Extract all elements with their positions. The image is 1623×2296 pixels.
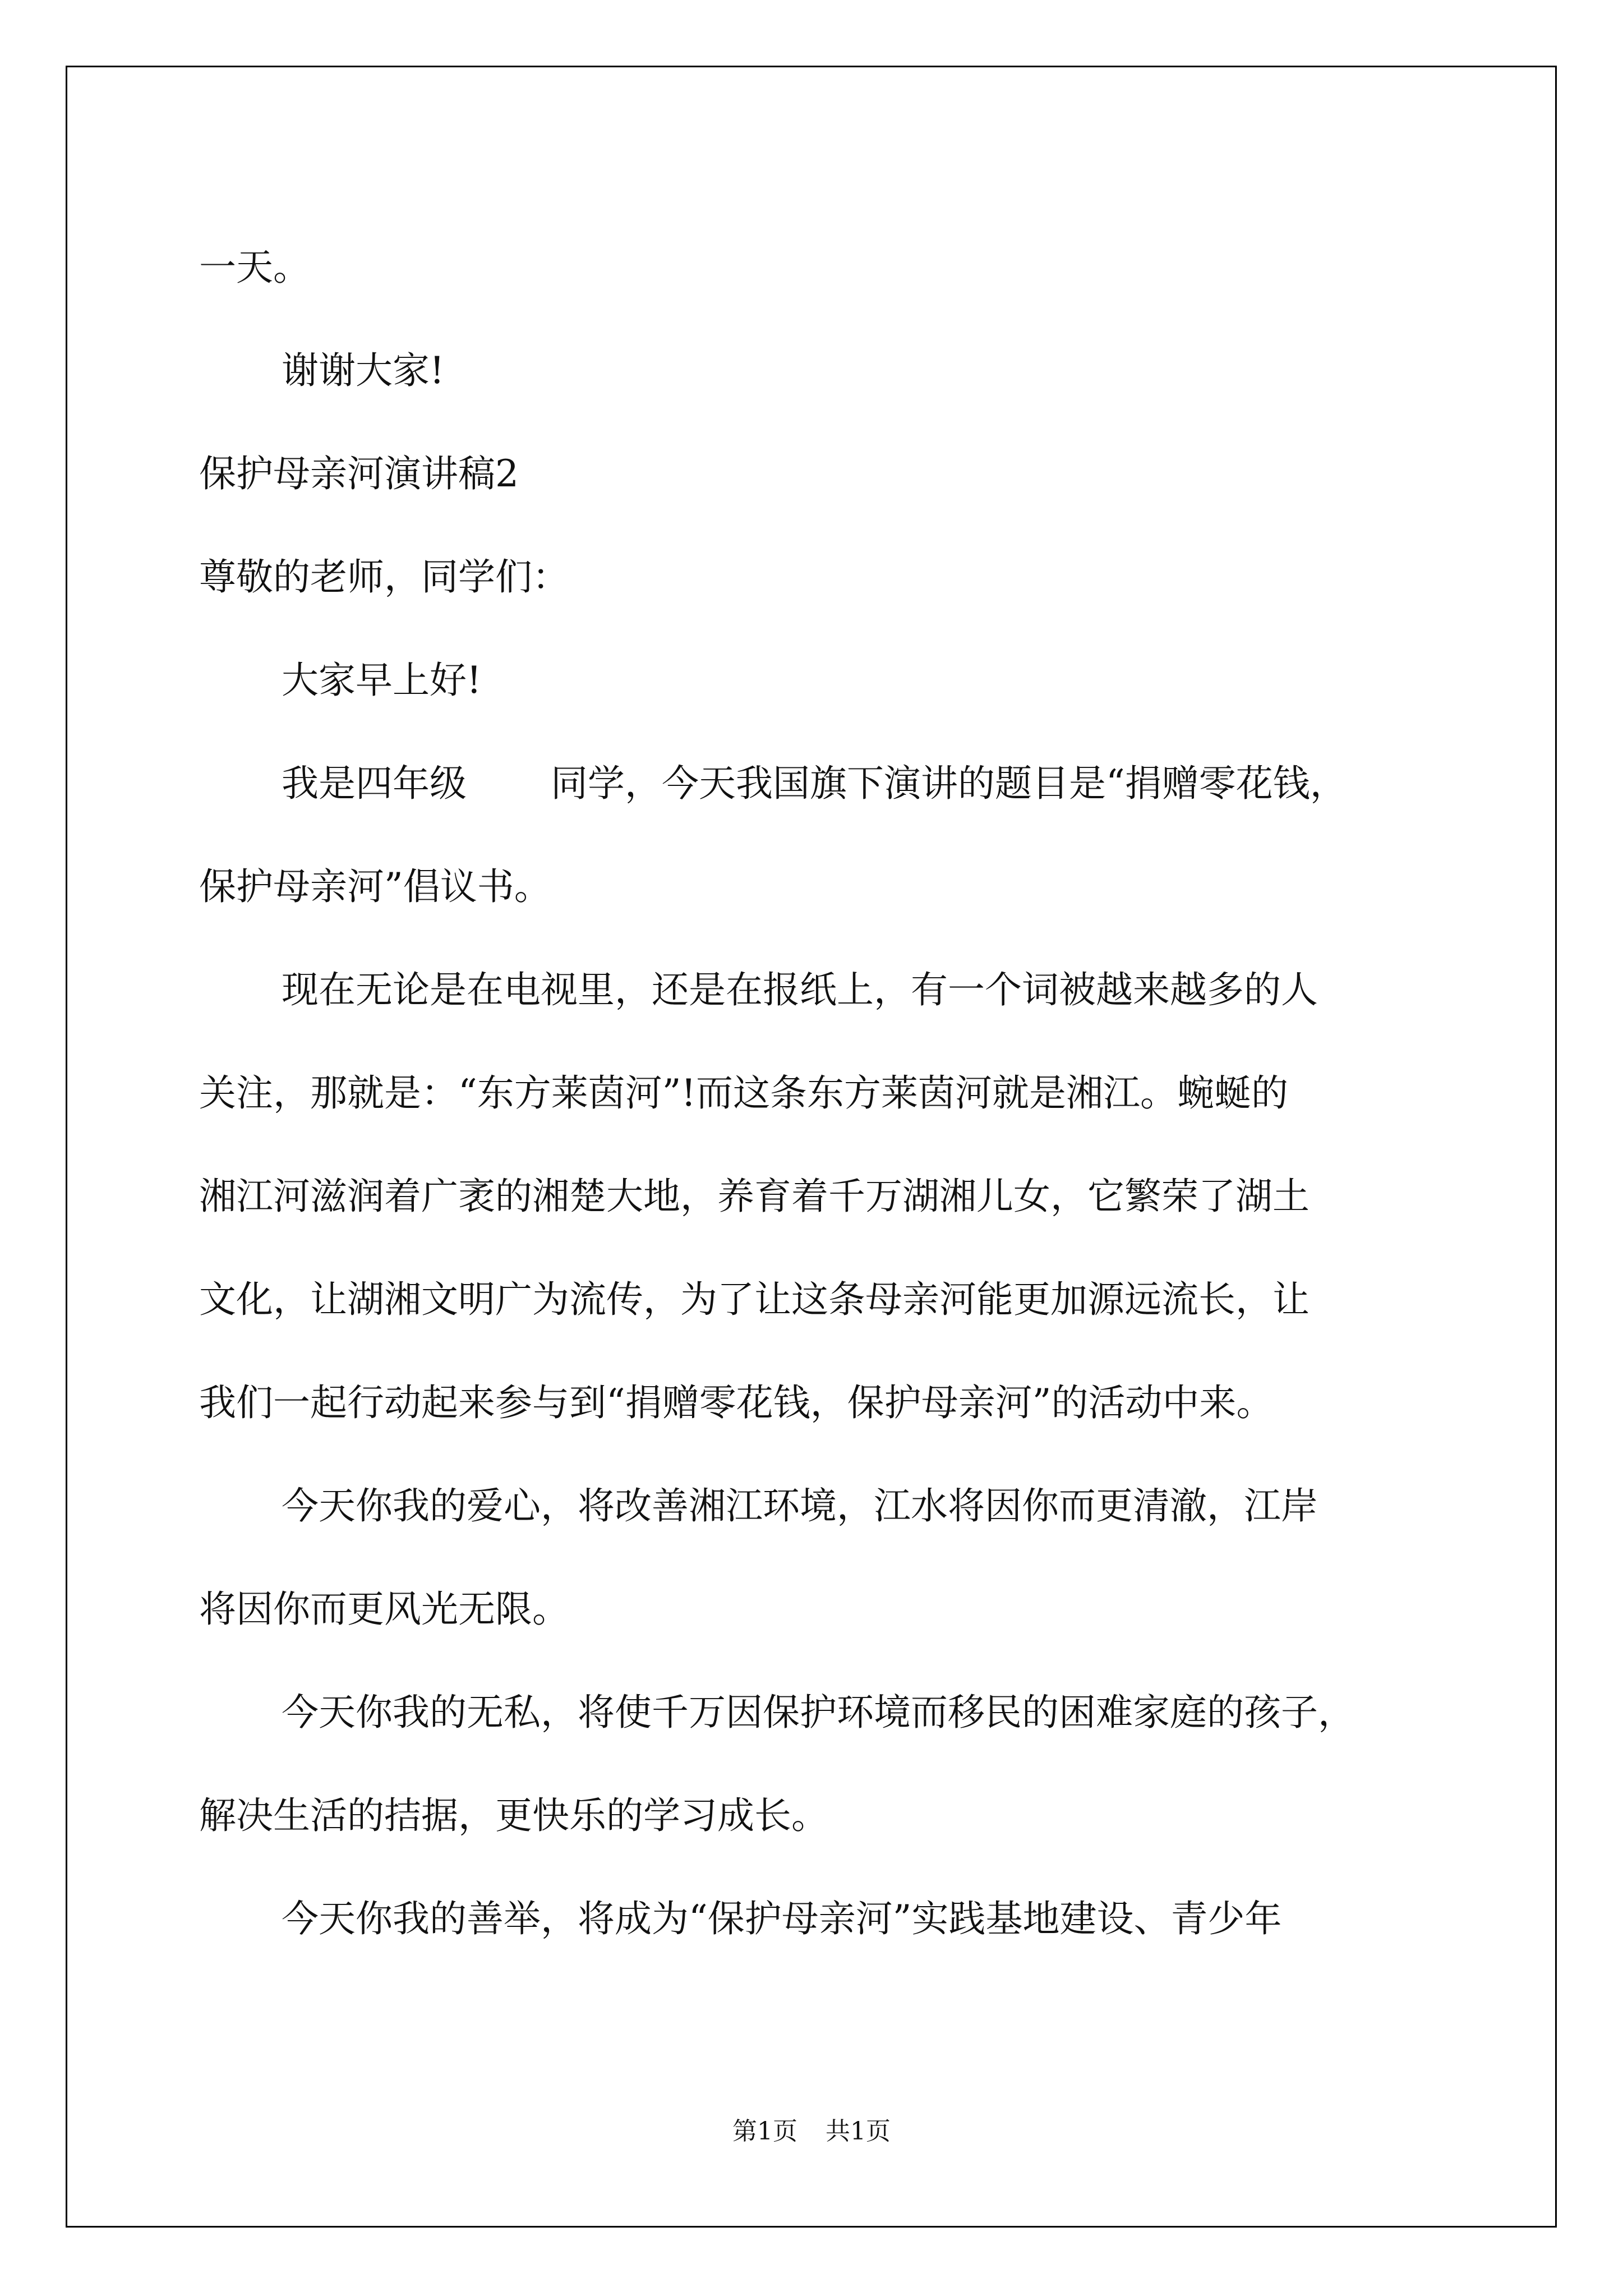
text-line: 文化，让湖湘文明广为流传，为了让这条母亲河能更加源远流长，让: [199, 1278, 1310, 1321]
page-footer: [0, 2115, 1623, 2148]
text-segment: 我是四年级: [282, 762, 467, 805]
text-line: 解决生活的拮据，更快乐的学习成长。: [199, 1794, 828, 1837]
text-line: 将因你而更风光无限。: [199, 1588, 569, 1631]
text-line: 今天你我的爱心，将改善湘江环境，江水将因你而更清澈，江岸: [282, 1484, 1318, 1527]
greeting: 大家早上好!: [282, 659, 482, 702]
text-line: 今天你我的善举，将成为“保护母亲河”实践基地建设、青少年: [282, 1897, 1282, 1940]
text-line: 今天你我的无私，将使千万因保护环境而移民的困难家庭的孩子，: [282, 1691, 1355, 1734]
text-line: 关注，那就是：“东方莱茵河”!而这条东方莱茵河就是湘江。蜿蜒的: [199, 1071, 1289, 1115]
text-line: [199, 732, 1450, 835]
salutation: 尊敬的老师，同学们：: [199, 555, 569, 599]
text-line: 我们一起行动起来参与到“捐赠零花钱，保护母亲河”的活动中来。: [199, 1381, 1274, 1424]
page-number: 第1页: [732, 2117, 797, 2146]
text-line: 一天。: [199, 246, 310, 289]
text-segment: 同学，今天我国旗下演讲的题目是“捐赠零花钱，: [551, 762, 1347, 805]
section-heading: 保护母亲河演讲稿2: [199, 452, 519, 495]
text-line: 保护母亲河”倡议书。: [199, 865, 551, 908]
text-line: 现在无论是在电视里，还是在报纸上，有一个词被越来越多的人: [282, 968, 1318, 1011]
document-body: [199, 216, 1450, 1971]
text-line: 谢谢大家!: [282, 349, 445, 392]
page-total: 共1页: [826, 2117, 891, 2146]
text-line: 湘江河滋润着广袤的湘楚大地，养育着千万湖湘儿女，它繁荣了湖土: [199, 1175, 1310, 1218]
